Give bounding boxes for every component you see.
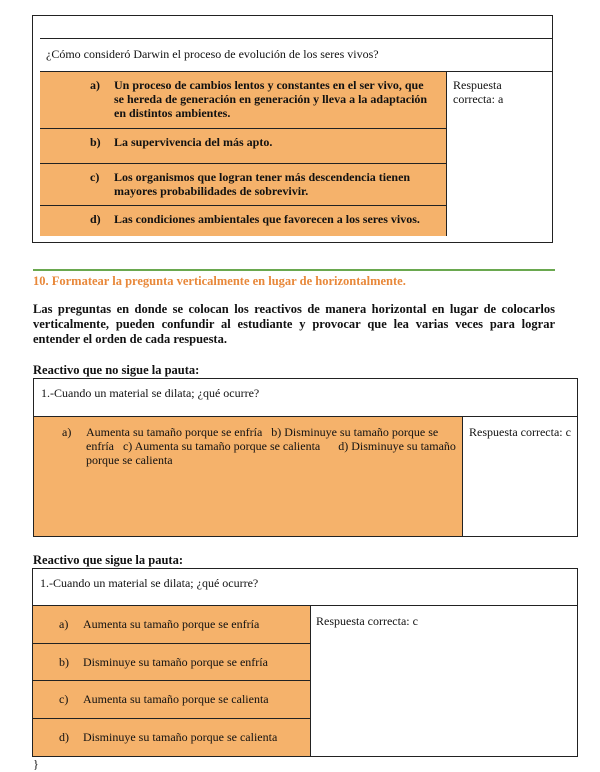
- bad-answer: Respuesta correcta: c: [469, 425, 571, 439]
- table1-option-b: [40, 129, 447, 164]
- good-option-d: [33, 719, 311, 756]
- table1-question: ¿Cómo consideró Darwin el proceso de evolución de los seres vivos?: [40, 38, 553, 72]
- section-paragraph: Las preguntas en donde se colocan los reactivos de manera horizontal en lugar de colocarlos verticalmente, pueden confundir al estudiante y provocar que lea varias veces para lograr entender el orden de cada respuesta.: [33, 302, 555, 346]
- option-letter: d): [59, 730, 69, 744]
- option-text: Las condiciones ambientales que favorecen a los seres vivos.: [114, 212, 420, 226]
- option-text: Disminuye su tamaño porque se calienta: [83, 730, 278, 744]
- good-label: Reactivo que sigue la pauta:: [33, 553, 183, 567]
- option-letter: b): [90, 135, 101, 149]
- option-letter: c): [90, 170, 100, 184]
- good-option-b: [33, 644, 311, 681]
- divider: [33, 269, 555, 271]
- option-text: Disminuye su tamaño porque se enfría: [83, 655, 268, 669]
- bad-question: 1.-Cuando un material se dilata; ¿qué ocurre?: [33, 378, 578, 417]
- option-letter: a): [59, 617, 69, 631]
- good-option-c: [33, 681, 311, 719]
- table1-option-a: [40, 72, 447, 129]
- bad-label: Reactivo que no sigue la pauta:: [33, 363, 200, 377]
- table1-answer: Respuesta correcta: a: [453, 78, 504, 106]
- option-letter: c): [59, 692, 69, 706]
- option-text: Aumenta su tamaño porque se enfría b) Disminuye su tamaño porque se enfría c) Aumenta su tamaño porque se calienta d) Disminuye su tamaño porque se calienta: [86, 425, 459, 467]
- option-text: Aumenta su tamaño porque se enfría: [83, 617, 260, 631]
- good-answer: Respuesta correcta: c: [316, 614, 418, 628]
- good-question: 1.-Cuando un material se dilata; ¿qué ocurre?: [32, 568, 578, 606]
- table1-option-d: [40, 206, 447, 236]
- option-letter: d): [90, 212, 101, 226]
- option-text: La supervivencia del más apto.: [114, 135, 273, 149]
- good-option-a: [33, 606, 311, 644]
- option-letter: a): [62, 425, 72, 439]
- option-text: Un proceso de cambios lentos y constantes en el ser vivo, que se hereda de generación en generación y lleva a la adaptación en distintos ambientes.: [114, 78, 428, 120]
- option-letter: b): [59, 655, 69, 669]
- option-text: Aumenta su tamaño porque se calienta: [83, 692, 269, 706]
- option-text: Los organismos que logran tener más descendencia tienen mayores probabilidades de sobrevivir.: [114, 170, 411, 198]
- bad-options: [34, 417, 463, 536]
- section-heading: 10. Formatear la pregunta verticalmente en lugar de horizontalmente.: [33, 274, 406, 288]
- option-letter: a): [90, 78, 100, 92]
- footer-brace: }: [33, 757, 39, 771]
- table1-option-c: [40, 164, 447, 206]
